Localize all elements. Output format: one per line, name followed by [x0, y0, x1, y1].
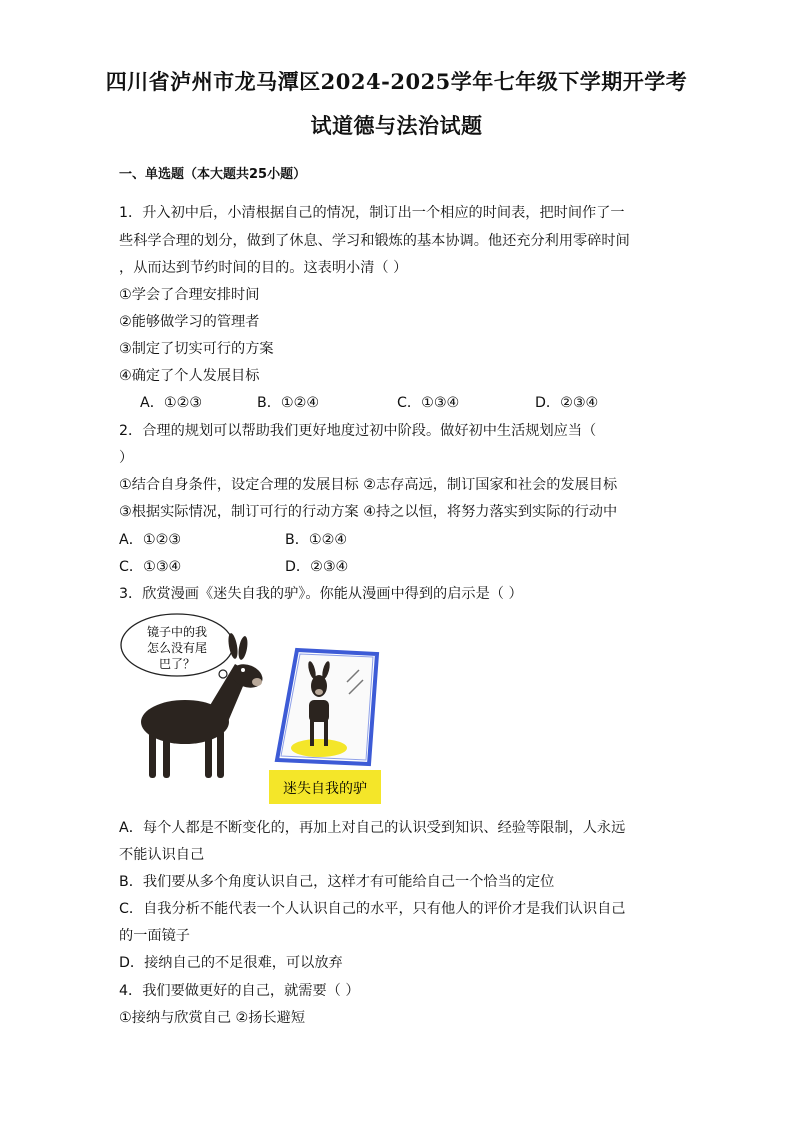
bubble-line2: 怎么没有尾	[146, 641, 208, 655]
q1-stem-line1: 1．升入初中后，小清根据自己的情况，制订出一个相应的时间表，把时间作了一	[119, 205, 625, 221]
q1-option-c[interactable]: C．①③④	[397, 395, 460, 411]
q3-stem: 3．欣赏漫画《迷失自我的驴》。你能从漫画中得到的启示是（ ）	[119, 586, 523, 602]
q2-option-b[interactable]: B．①②④	[285, 532, 348, 548]
q2-item-line1: ①结合自身条件，设定合理的发展目标 ②志存高远，制订国家和社会的发展目标	[119, 477, 618, 493]
q4-stem: 4．我们要做更好的自己，就需要（ ）	[119, 983, 360, 999]
donkey-muzzle	[252, 678, 262, 686]
q2-option-a[interactable]: A．①②③	[119, 532, 182, 548]
q1-stem-line3: ，从而达到节约时间的目的。这表明小清（ ）	[119, 260, 408, 276]
q2-item-line2: ③根据实际情况，制订可行的行动方案 ④持之以恒，将努力落实到实际的行动中	[119, 504, 618, 520]
q1-stem-line2: 些科学合理的划分，做到了休息、学习和锻炼的基本协调。他还充分利用零碎时间	[119, 233, 630, 249]
q3-option-c-line2[interactable]: 的一面镜子	[119, 928, 190, 944]
page-title-line1: 四川省泸州市龙马潭区2024-2025学年七年级下学期开学考	[105, 69, 688, 94]
q4-item-line1: ①接纳与欣赏自己 ②扬长避短	[119, 1010, 306, 1026]
q3-option-d[interactable]: D．接纳自己的不足很难，可以放弃	[119, 955, 343, 971]
cartoon-caption: 迷失自我的驴	[283, 781, 367, 797]
bubble-dot-1	[219, 670, 227, 678]
q3-option-a-line2[interactable]: 不能认识自己	[119, 847, 205, 863]
q2-option-c[interactable]: C．①③④	[119, 559, 182, 575]
bubble-line1: 镜子中的我	[146, 625, 208, 639]
q3-option-a-line1[interactable]: A．每个人都是不断变化的，再加上对自己的认识受到知识、经验等限制，人永远	[119, 820, 626, 836]
q1-option-b[interactable]: B．①②④	[257, 395, 320, 411]
cartoon-svg	[119, 612, 381, 804]
q1-item-1: ①学会了合理安排时间	[119, 287, 260, 303]
q3-option-b[interactable]: B．我们要从多个角度认识自己，这样才有可能给自己一个恰当的定位	[119, 874, 555, 890]
q2-option-d[interactable]: D．②③④	[285, 559, 349, 575]
q3-option-c-line1[interactable]: C．自我分析不能代表一个人认识自己的水平，只有他人的评价才是我们认识自己	[119, 901, 626, 917]
q1-item-2: ②能够做学习的管理者	[119, 314, 260, 330]
cartoon-lost-donkey	[119, 612, 381, 804]
section-heading: 一、单选题（本大题共25小题）	[119, 167, 307, 182]
q1-item-3: ③制定了切实可行的方案	[119, 341, 274, 357]
q1-option-d[interactable]: D．②③④	[535, 395, 599, 411]
q1-option-a[interactable]: A．①②③	[140, 395, 203, 411]
q1-item-4: ④确定了个人发展目标	[119, 368, 260, 384]
bubble-line3: 巴了？	[158, 657, 196, 671]
q2-stem-line1: 2．合理的规划可以帮助我们更好地度过初中阶段。做好初中生活规划应当（	[119, 423, 597, 439]
donkey-eye	[241, 668, 245, 672]
page-title-line2: 试道德与法治试题	[310, 113, 483, 138]
mirror-floor	[291, 739, 347, 757]
q2-stem-line2: ）	[119, 450, 134, 466]
